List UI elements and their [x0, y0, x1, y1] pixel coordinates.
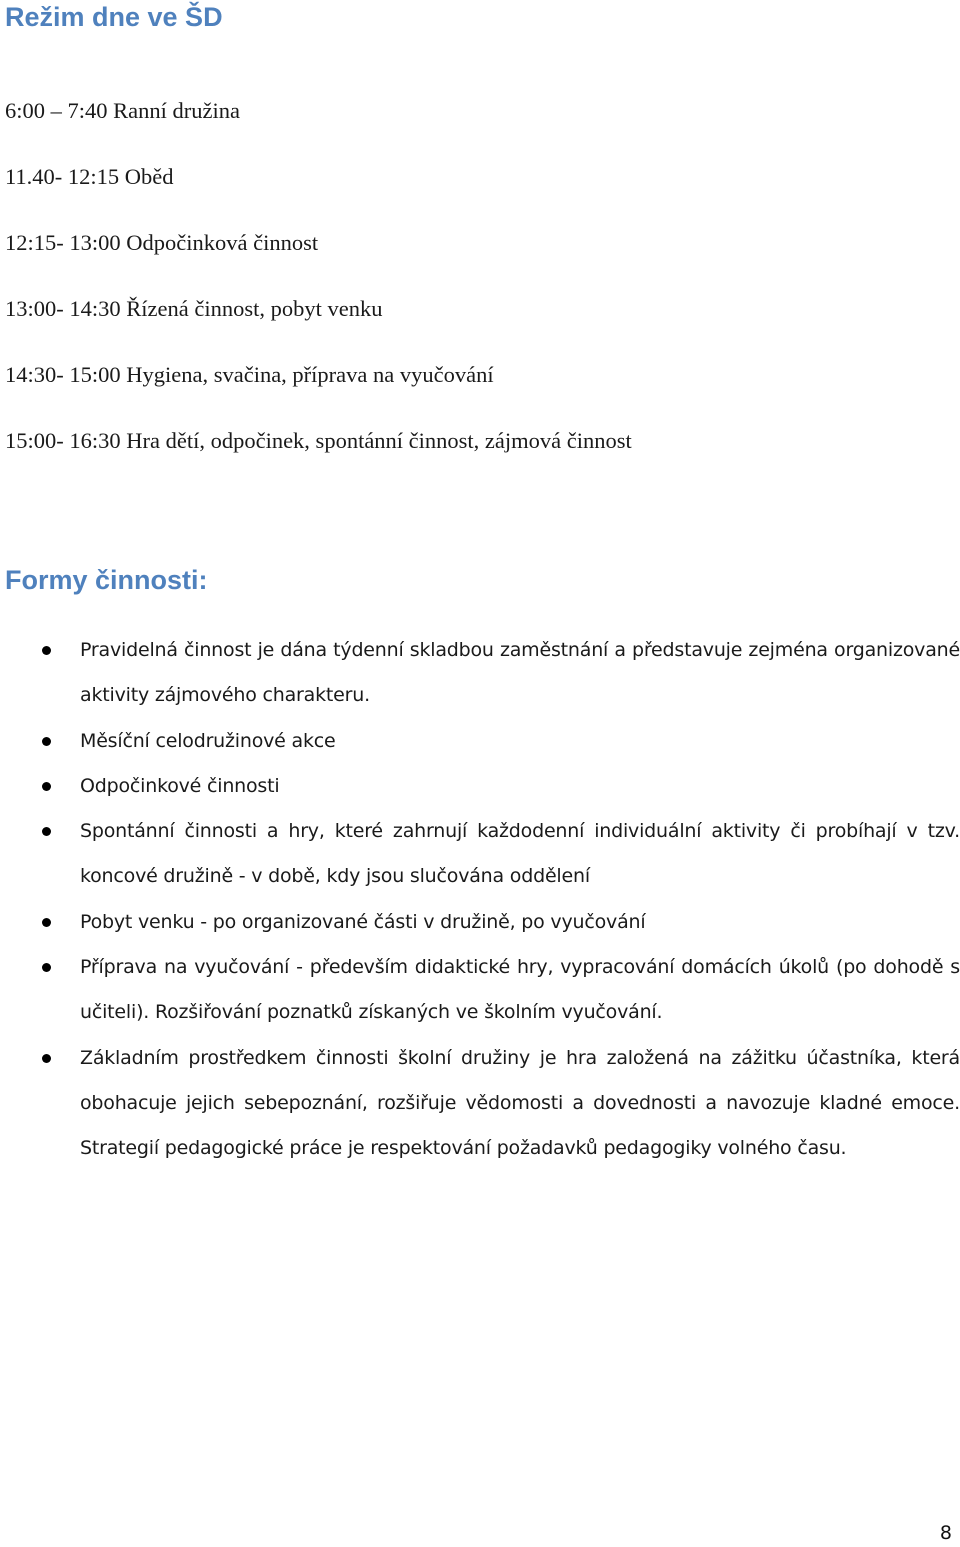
- forms-list-item: [0, 809, 960, 900]
- schedule-heading: Režim dne ve ŠD: [5, 2, 223, 32]
- forms-list-item: [0, 764, 960, 809]
- forms-item-text: Pravidelná činnost je dána týdenní skladbou zaměstnání a představuje zejména organizované aktivity zájmového charakteru.: [80, 639, 960, 707]
- forms-item-text: Měsíční celodružinové akce: [80, 729, 336, 752]
- page-number: 8: [939, 1522, 952, 1544]
- bullet-icon: [42, 963, 51, 972]
- forms-list-item: [0, 719, 960, 764]
- bullet-icon: [42, 918, 51, 927]
- forms-item-text: Základním prostředkem činnosti školní družiny je hra založená na zážitku účastníka, která obohacuje jejich sebepoznání, rozšiřuje vědomosti a dovednosti a navozuje kladné emoce. Strategií pedagogické práce je respektování požadavků pedagogiky volného času.: [80, 1046, 960, 1160]
- forms-item-text: Příprava na vyučování - především didaktické hry, vypracování domácích úkolů (po dohodě s učiteli). Rozšiřování poznatků získaných ve školním vyučování.: [80, 956, 960, 1024]
- bullet-icon: [42, 782, 51, 791]
- bullet-icon: [42, 1054, 51, 1063]
- schedule-item: 14:30- 15:00 Hygiena, svačina, příprava na vyučování: [5, 362, 494, 387]
- bullet-icon: [42, 827, 51, 836]
- forms-heading: Formy činnosti:: [5, 565, 208, 595]
- forms-list-item: [0, 628, 960, 719]
- bullet-icon: [42, 646, 51, 655]
- forms-list-item: [0, 945, 960, 1036]
- schedule-item: 13:00- 14:30 Řízená činnost, pobyt venku: [5, 296, 383, 321]
- schedule-item: 6:00 – 7:40 Ranní družina: [5, 98, 240, 123]
- schedule-item: 11.40- 12:15 Oběd: [5, 164, 174, 189]
- bullet-icon: [42, 737, 51, 746]
- schedule-item: 12:15- 13:00 Odpočinková činnost: [5, 230, 319, 255]
- forms-list-item: [0, 1036, 960, 1172]
- schedule-item: 15:00- 16:30 Hra dětí, odpočinek, spontánní činnost, zájmová činnost: [5, 428, 632, 453]
- forms-item-text: Pobyt venku - po organizované části v družině, po vyučování: [80, 910, 646, 933]
- forms-list-item: [0, 900, 960, 945]
- schedule-list: [5, 90, 632, 486]
- forms-item-text: Odpočinkové činnosti: [80, 774, 280, 797]
- forms-item-text: Spontánní činnosti a hry, které zahrnují každodenní individuální aktivity či probíhají v tzv. koncové družině - v době, kdy jsou slučována oddělení: [80, 820, 960, 888]
- forms-list: [0, 628, 960, 1172]
